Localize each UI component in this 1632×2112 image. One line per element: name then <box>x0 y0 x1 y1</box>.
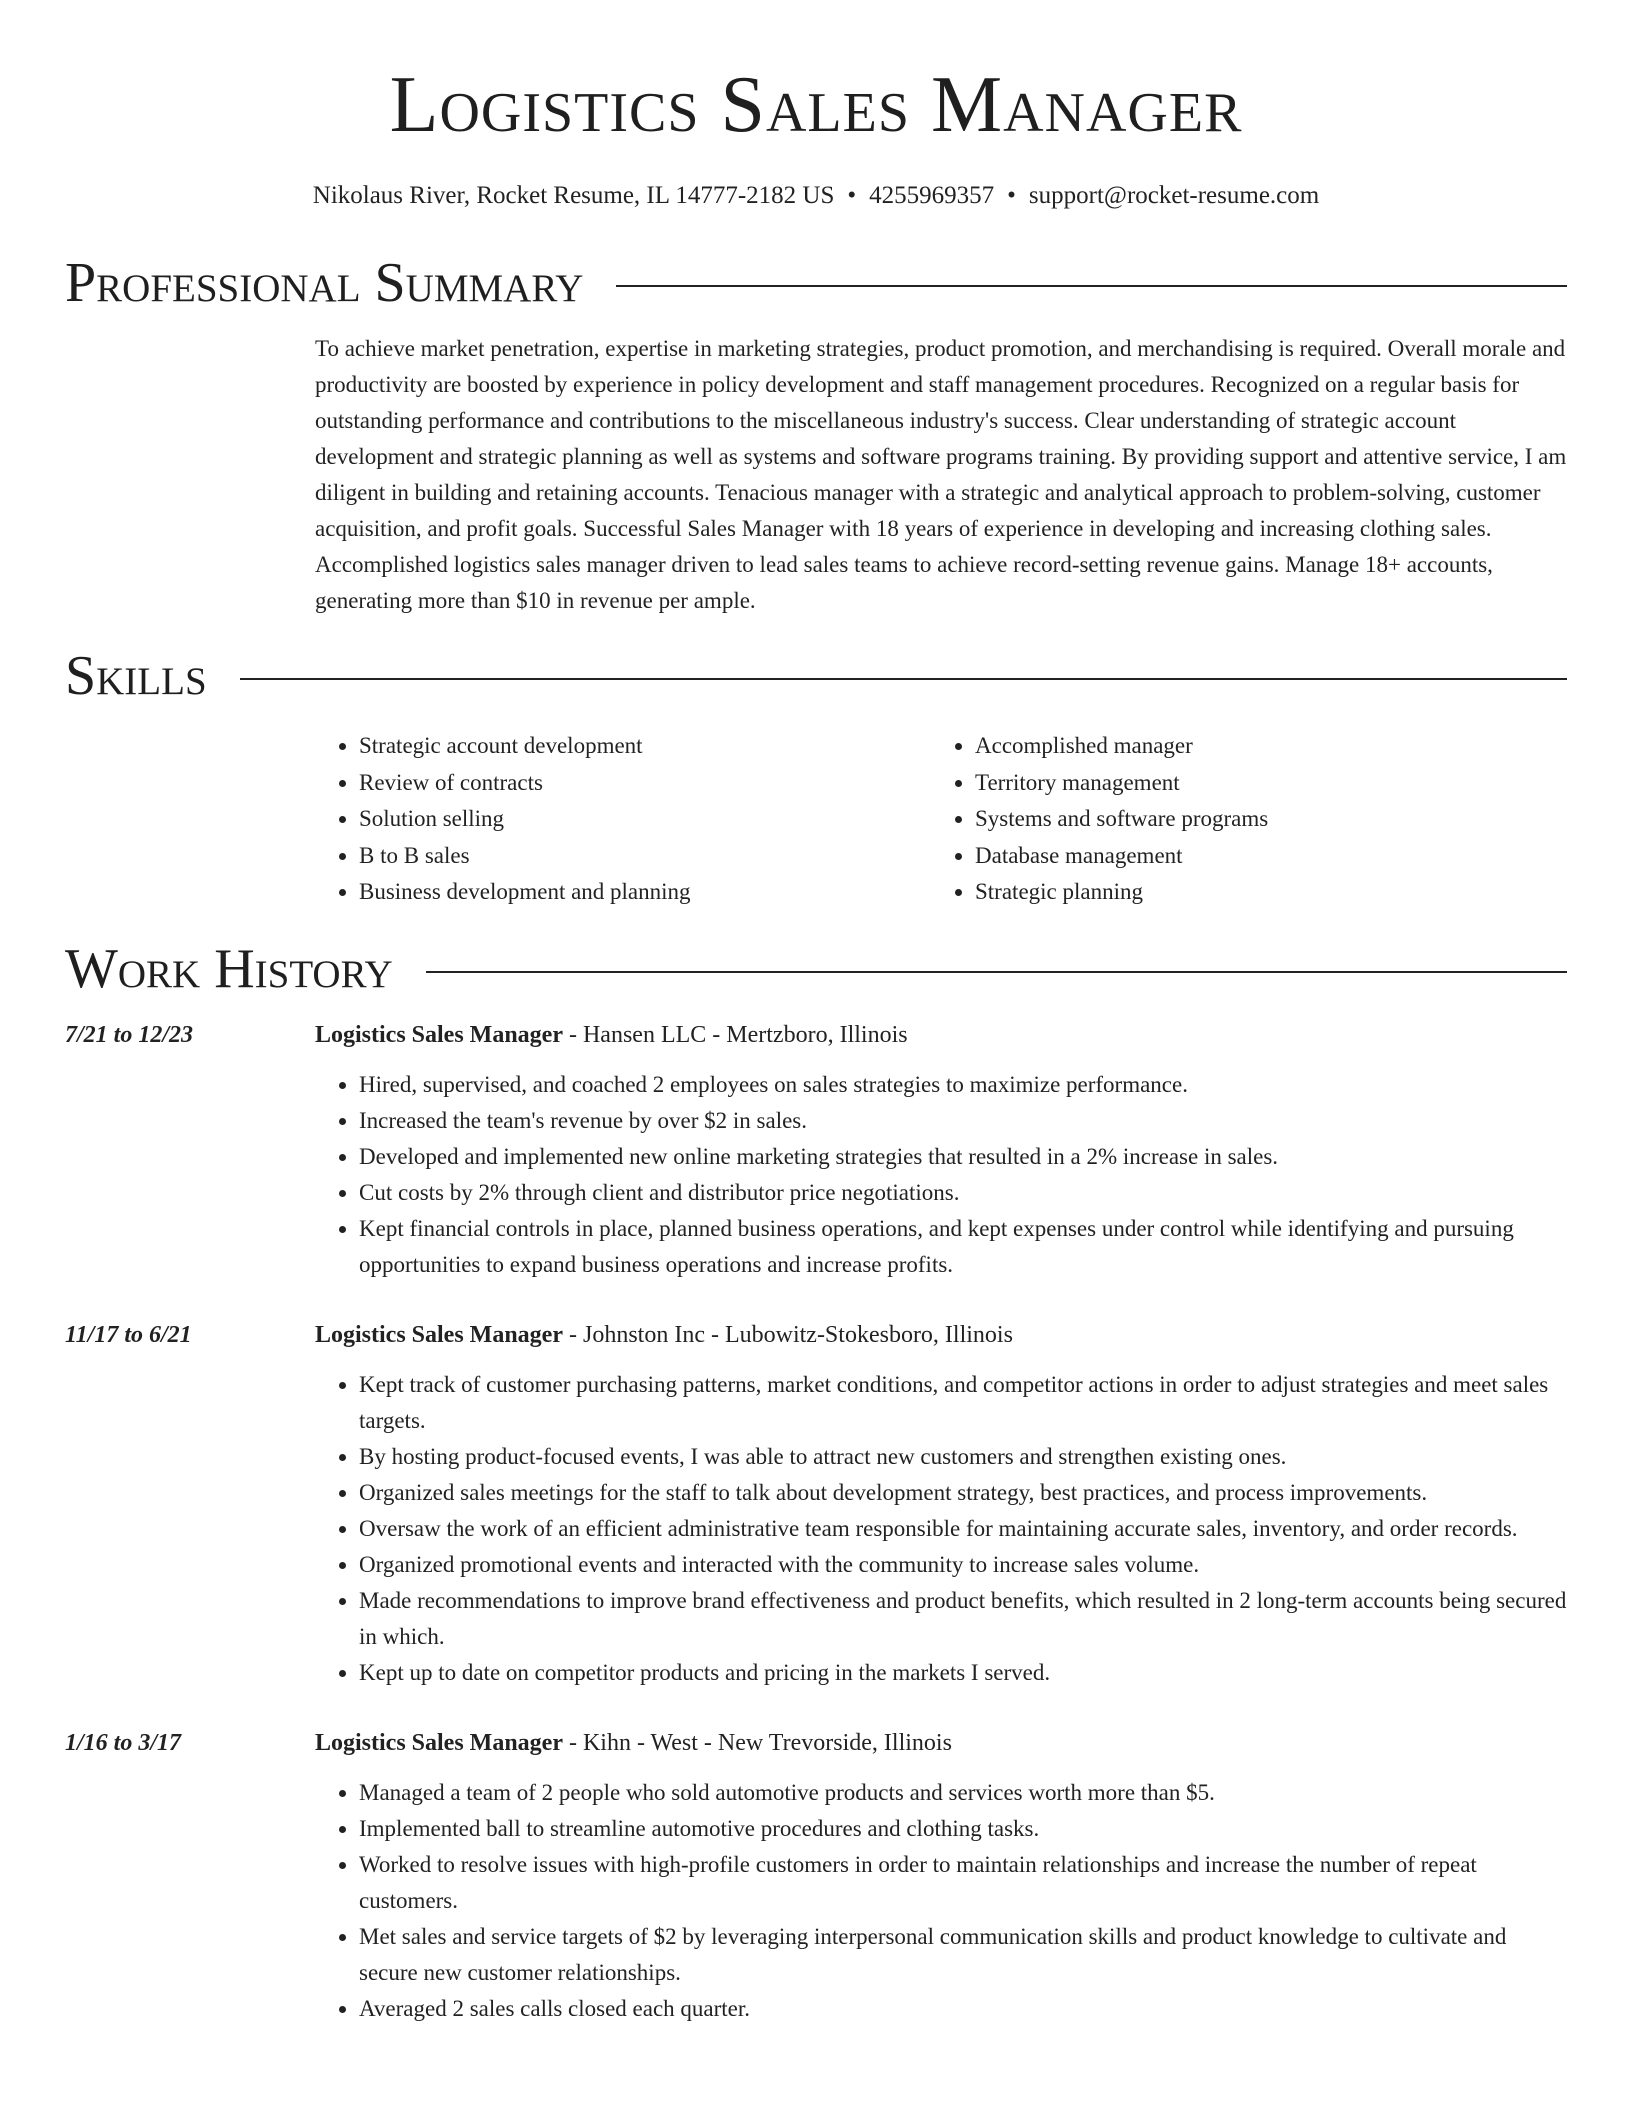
job-bullet: • Oversaw the work of an efficient administrative team responsible for maintaining accurate sales, inventory, and order records. <box>359 1511 1567 1547</box>
job-bullet: • Averaged 2 sales calls closed each quarter. <box>359 1991 1567 2027</box>
summary-section-header <box>65 251 1567 315</box>
job-content <box>315 1725 1567 2027</box>
skills-list <box>315 728 1567 911</box>
job-bullets <box>315 1775 1567 2027</box>
job-bullet: • Increased the team's revenue by over $2 in sales. <box>359 1103 1567 1139</box>
skill-item: • Database management <box>975 838 1547 875</box>
work-heading: Work History <box>65 937 393 1000</box>
contact-separator: • <box>1007 182 1016 209</box>
skill-item: • Territory management <box>975 765 1547 802</box>
job-title-line <box>315 1725 1567 1761</box>
contact-email: support@rocket-resume.com <box>1028 182 1320 209</box>
job-dates: 11/17 to 6/21 <box>65 1321 192 1348</box>
skill-item: • Review of contracts <box>359 765 931 802</box>
job-employer: - Johnston Inc - Lubowitz-Stokesboro, Illinois <box>562 1321 1013 1348</box>
resume-title: Logistics Sales Manager <box>389 61 1243 149</box>
contact-line <box>65 180 1567 212</box>
job-bullets <box>315 1067 1567 1283</box>
contact-address: Nikolaus River, Rocket Resume, IL 14777-2182 US <box>312 182 835 209</box>
job-title-line <box>315 1317 1567 1353</box>
job-employer: - Kihn - West - New Trevorside, Illinois <box>562 1729 952 1756</box>
job-entry <box>65 1725 1567 2027</box>
skill-item: • Systems and software programs <box>975 801 1547 838</box>
job-title: Logistics Sales Manager <box>315 1729 563 1756</box>
job-bullet: • By hosting product-focused events, I was able to attract new customers and strengthen existing ones. <box>359 1439 1567 1475</box>
job-bullet: • Implemented ball to streamline automotive procedures and clothing tasks. <box>359 1811 1567 1847</box>
job-dates: 1/16 to 3/17 <box>65 1729 182 1756</box>
section-divider <box>240 678 1567 680</box>
skill-item: • Strategic planning <box>975 874 1547 911</box>
job-employer: - Hansen LLC - Mertzboro, Illinois <box>562 1021 908 1048</box>
job-entry <box>65 1017 1567 1283</box>
job-bullet: • Kept up to date on competitor products and pricing in the markets I served. <box>359 1655 1567 1691</box>
job-bullet: • Managed a team of 2 people who sold automotive products and services worth more than $5. <box>359 1775 1567 1811</box>
job-bullet: • Made recommendations to improve brand effectiveness and product benefits, which resulted in 2 long-term accounts being secured in which. <box>359 1583 1567 1655</box>
skills-column-right <box>931 728 1547 911</box>
job-title: Logistics Sales Manager <box>315 1021 563 1048</box>
job-entry <box>65 1317 1567 1691</box>
job-bullet: • Worked to resolve issues with high-profile customers in order to maintain relationships and increase the number of repeat customers. <box>359 1847 1567 1919</box>
job-dates: 7/21 to 12/23 <box>65 1021 194 1048</box>
skill-item: • Business development and planning <box>359 874 931 911</box>
skills-heading: Skills <box>65 645 207 707</box>
job-bullet: • Developed and implemented new online marketing strategies that resulted in a 2% increase in sales. <box>359 1139 1567 1175</box>
job-bullet: • Hired, supervised, and coached 2 employees on sales strategies to maximize performance. <box>359 1067 1567 1103</box>
section-divider <box>426 971 1567 973</box>
skills-column-left <box>315 728 931 911</box>
job-bullet: • Organized promotional events and interacted with the community to increase sales volume. <box>359 1547 1567 1583</box>
job-bullets <box>315 1367 1567 1691</box>
job-title-line <box>315 1017 1567 1053</box>
work-section-header <box>65 937 1567 1001</box>
job-bullet: • Met sales and service targets of $2 by leveraging interpersonal communication skills and product knowledge to cultivate and secure new customer relationships. <box>359 1919 1567 1991</box>
contact-phone: 4255969357 <box>869 182 995 209</box>
skills-section-header <box>65 644 1567 708</box>
job-content <box>315 1317 1567 1691</box>
skill-item: • B to B sales <box>359 838 931 875</box>
section-divider <box>616 285 1567 287</box>
job-bullet: • Kept track of customer purchasing patterns, market conditions, and competitor actions in order to adjust strategies and meet sales targets. <box>359 1367 1567 1439</box>
summary-text: To achieve market penetration, expertise in marketing strategies, product promotion, and merchandising is required. Overall morale and productivity are boosted by experience in policy development and staff management procedures. Recognized on a regular basis for outstanding performance and contributions to the miscellaneous industry's success. Clear understanding of strategic account development and strategic planning as well as systems and software programs training. By providing support and attentive service, I am diligent in building and retaining accounts. Tenacious manager with a strategic and analytical approach to problem-solving, customer acquisition, and profit goals. Successful Sales Manager with 18 years of experience in developing and increasing clothing sales. Accomplished logistics sales manager driven to lead sales teams to achieve record-setting revenue gains. Manage 18+ accounts, generating more than $10 in revenue per ample. <box>315 336 1567 613</box>
contact-separator: • <box>847 182 857 209</box>
job-title: Logistics Sales Manager <box>315 1321 563 1348</box>
job-bullet: • Kept financial controls in place, planned business operations, and kept expenses under control while identifying and pursuing opportunities to expand business operations and increase profits. <box>359 1211 1567 1283</box>
skill-item: • Solution selling <box>359 801 931 838</box>
job-bullet: • Cut costs by 2% through client and distributor price negotiations. <box>359 1175 1567 1211</box>
skill-item: • Accomplished manager <box>975 728 1547 765</box>
job-bullet: • Organized sales meetings for the staff to talk about development strategy, best practices, and process improvements. <box>359 1475 1567 1511</box>
summary-heading: Professional Summary <box>65 252 584 314</box>
skill-item: • Strategic account development <box>359 728 931 765</box>
job-content <box>315 1017 1567 1283</box>
